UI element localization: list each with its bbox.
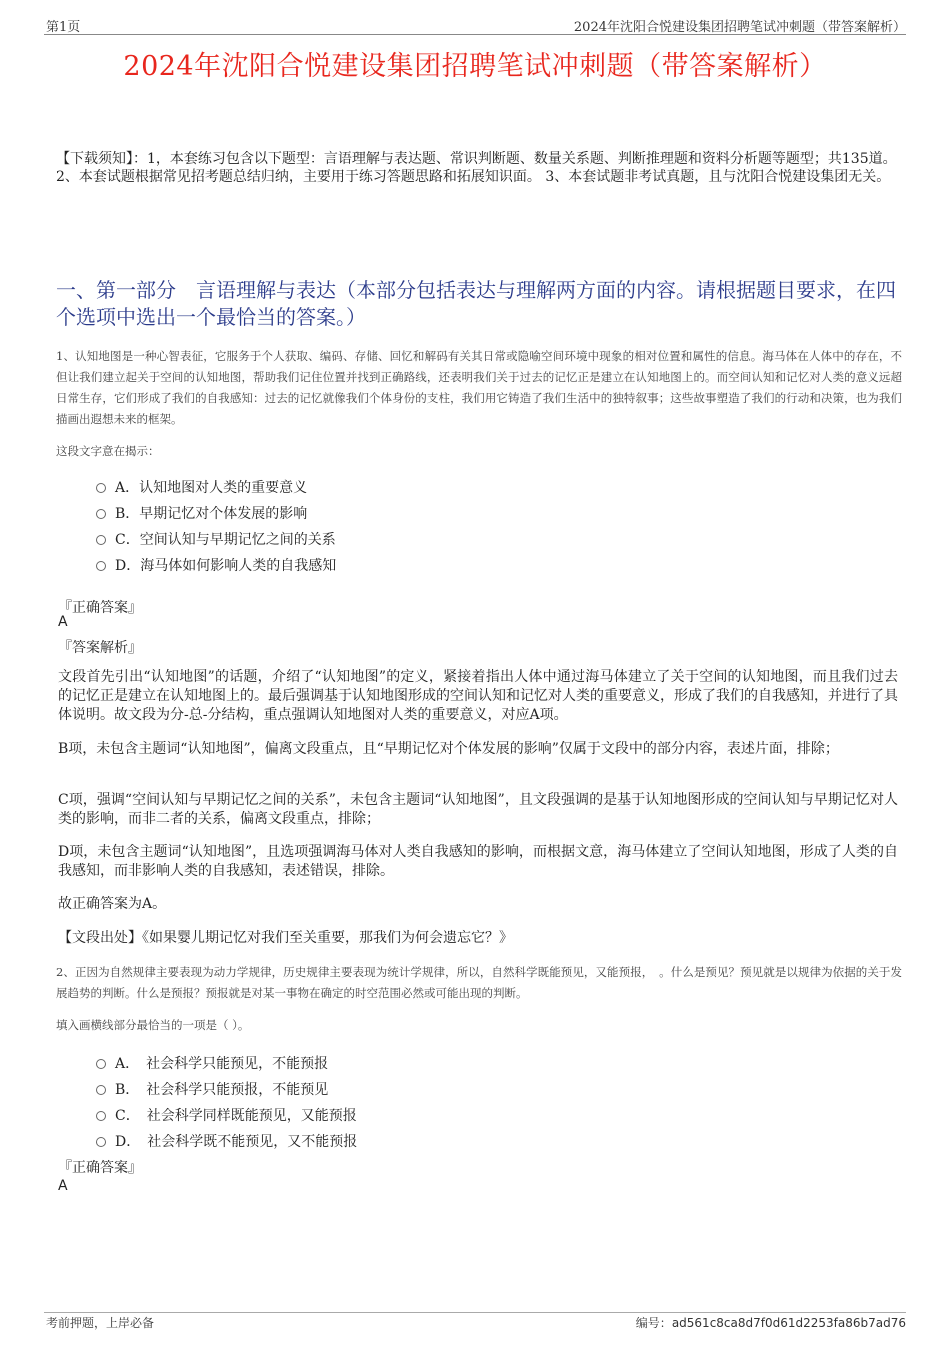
- radio-icon[interactable]: [96, 1085, 106, 1095]
- option-label: B．早期记忆对个体发展的影响: [115, 506, 308, 522]
- question-1-analysis-label: 『答案解析』: [58, 640, 142, 656]
- question-1-prompt: 这段文字意在揭示：: [56, 444, 160, 458]
- running-header-title: 2024年沈阳合悦建设集团招聘笔试冲刺题（带答案解析）: [573, 20, 906, 35]
- question-1-stem: 1、认知地图是一种心智表征，它服务于个人获取、编码、存储、回忆和解码有关其日常或隐喻空间环境中现象的相对位置和属性的信息。海马体在人体中的存在，不但让我们建立起关于空间的认知地图，帮助我们记住位置并找到正确路线，还表明我们关于过去的记忆正是建立在认知地图上的。而空间认知和记忆对人类的意义远超日常生存，它们形成了我们的自我感知：过去的记忆就像我们个体身份的支柱，我们用它铸造了我们生活中的独特叙事；这些故事塑造了我们的行动和决策，也为我们描画出遐想未来的框架。: [56, 349, 902, 426]
- footer-code: [636, 1314, 906, 1331]
- question-2-prompt: 填入画横线部分最恰当的一项是（ ）。: [56, 1018, 250, 1032]
- option-label: A．认知地图对人类的重要意义: [115, 480, 308, 496]
- radio-icon[interactable]: [96, 1111, 106, 1121]
- question-1-option-d[interactable]: [96, 555, 336, 575]
- radio-icon[interactable]: [96, 1137, 106, 1147]
- radio-icon[interactable]: [96, 483, 106, 493]
- question-2-option-c[interactable]: [96, 1105, 357, 1125]
- question-1-answer: A: [58, 614, 68, 630]
- option-label: D． 社会科学既不能预见，又不能预报: [115, 1134, 358, 1150]
- question-2-option-d[interactable]: [96, 1131, 357, 1151]
- radio-icon[interactable]: [96, 535, 106, 545]
- download-notice: 【下载须知】：1，本套练习包含以下题型：言语理解与表达题、常识判断题、数量关系题、判断推理题和资料分析题等题型；共135道。 2、本套试题根据常见招考题总结归纳，主要用于练习答题思路和拓展知识面。 3、本套试题非考试真题，且与沈阳合悦建设集团无关。: [56, 151, 897, 185]
- question-1-analysis-paragraph: 文段首先引出“认知地图”的话题，介绍了“认知地图”的定义，紧接着指出人体中通过海马体建立了关于空间的认知地图，而且我们过去的记忆正是建立在认知地图上的。最后强调基于认知地图形成的空间认知和记忆对人类的重要意义，形成了我们的自我感知，并进行了具体说明。故文段为分-总-分结构，重点强调认知地图对人类的重要意义，对应A项。: [58, 669, 898, 723]
- question-1-analysis-paragraph: B项，未包含主题词“认知地图”，偏离文段重点，且“早期记忆对个体发展的影响”仅属于文段中的部分内容，表述片面，排除；: [58, 741, 839, 757]
- question-1-conclusion: 故正确答案为A。: [58, 896, 167, 912]
- question-1-analysis-paragraph: D项，未包含主题词“认知地图”，且选项强调海马体对人类自我感知的影响，而根据文意，海马体建立了空间认知地图，形成了人类的自我感知，而非影响人类的自我感知，表述错误，排除。: [58, 844, 898, 879]
- footer-slogan: 考前押题，上岸必备: [46, 1316, 155, 1330]
- radio-icon[interactable]: [96, 561, 106, 571]
- footer-code-label: 编号：: [635, 1316, 672, 1330]
- header-divider: [44, 34, 906, 35]
- question-2-answer-label: 『正确答案』: [58, 1160, 142, 1176]
- footer-divider: [44, 1312, 906, 1313]
- question-2-stem: 2、正因为自然规律主要表现为动力学规律，历史规律主要表现为统计学规律，所以，自然科学既能预见，又能预报， 。什么是预见？预见就是以规律为依据的关于发展趋势的判断。什么是预报？预报就是对某一事物在确定的时空范围必然或可能出现的判断。: [56, 965, 902, 1000]
- question-1-option-b[interactable]: [96, 503, 307, 523]
- section-heading: 一、第一部分 言语理解与表达（本部分包括表达与理解两方面的内容。请根据题目要求，在四个选项中选出一个最恰当的答案。）: [56, 278, 896, 329]
- question-1-option-a[interactable]: [96, 477, 307, 497]
- question-2-option-a[interactable]: [96, 1053, 328, 1073]
- option-label: D．海马体如何影响人类的自我感知: [115, 558, 337, 574]
- question-1-option-c[interactable]: [96, 529, 336, 549]
- page-title: 2024年沈阳合悦建设集团招聘笔试冲刺题（带答案解析）: [123, 51, 827, 82]
- question-2-answer: A: [58, 1178, 68, 1194]
- option-label: A． 社会科学只能预见，不能预报: [115, 1056, 329, 1072]
- option-label: C．空间认知与早期记忆之间的关系: [115, 532, 336, 548]
- question-1-source: 【文段出处】《如果婴儿期记忆对我们至关重要，那我们为何会遗忘它？》: [58, 930, 513, 946]
- option-label: B． 社会科学只能预报，不能预见: [115, 1082, 329, 1098]
- page-number: 第1页: [46, 20, 81, 35]
- question-1-analysis-paragraph: C项，强调“空间认知与早期记忆之间的关系”，未包含主题词“认知地图”，且文段强调的是基于认知地图形成的空间认知与早期记忆对人类的影响，而非二者的关系，偏离文段重点，排除；: [58, 792, 898, 827]
- radio-icon[interactable]: [96, 1059, 106, 1069]
- radio-icon[interactable]: [96, 509, 106, 519]
- option-label: C． 社会科学同样既能预见，又能预报: [115, 1108, 357, 1124]
- question-2-option-b[interactable]: [96, 1079, 328, 1099]
- question-1-answer-label: 『正确答案』: [58, 600, 142, 616]
- footer-code-value: ad561c8ca8d7f0d61d2253fa86b7ad76: [671, 1316, 906, 1330]
